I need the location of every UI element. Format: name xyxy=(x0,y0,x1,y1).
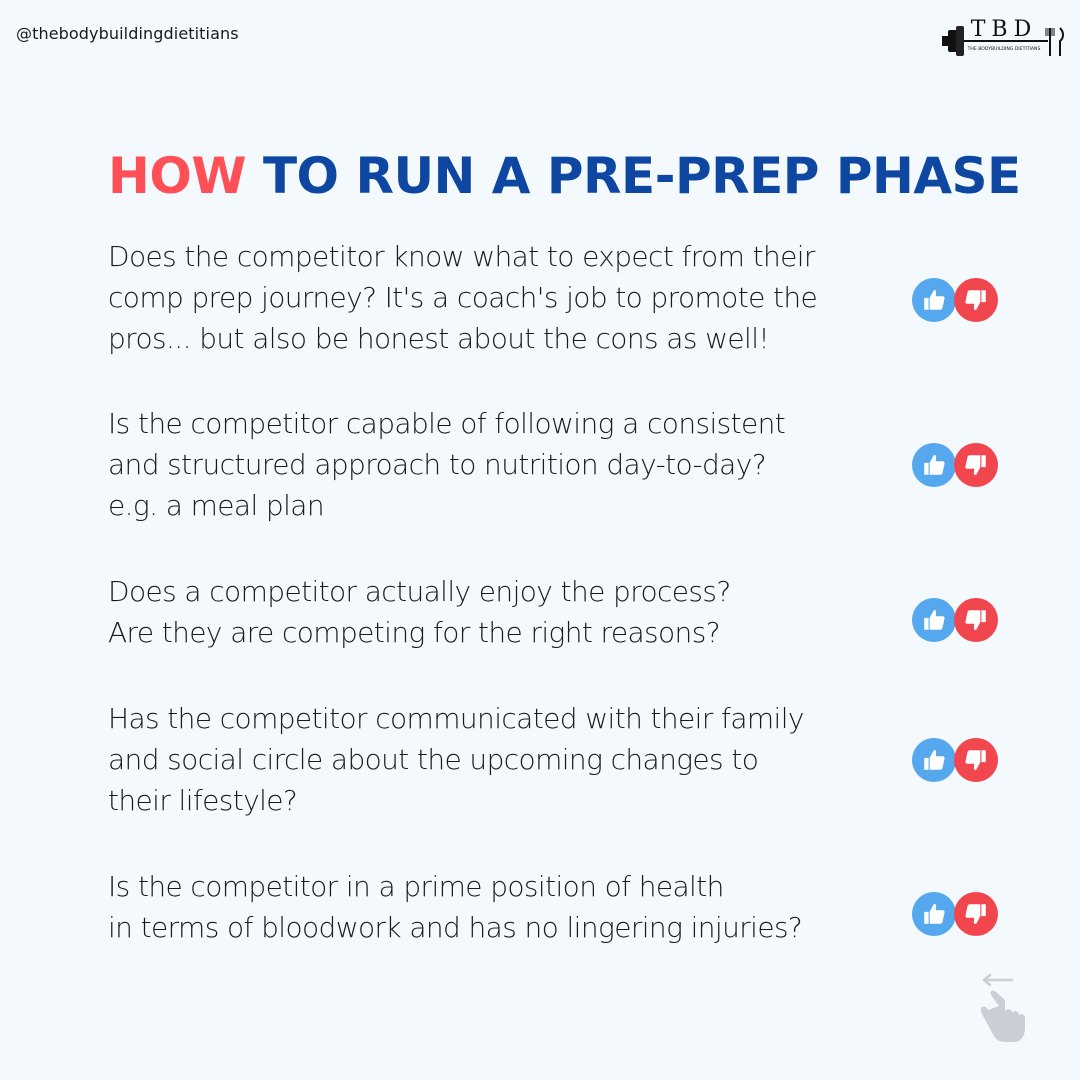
swipe-left-icon xyxy=(968,970,1030,1044)
thumbs-down-icon[interactable] xyxy=(954,443,998,487)
title-rest: TO RUN A PRE-PREP PHASE xyxy=(262,147,1021,205)
question-text: Has the competitor communicated with their family and social circle about the upcoming changes to their lifestyle? xyxy=(108,702,804,817)
question-text: Is the competitor capable of following a consistent and structured approach to nutrition day-to-day? e.g. a meal plan xyxy=(108,407,786,522)
question-text: Is the competitor in a prime position of health in terms of bloodwork and has no lingering injuries? xyxy=(108,870,803,944)
vote-pair xyxy=(912,738,1000,782)
question-text: Does the competitor know what to expect from their comp prep journey? It's a coach's job to promote the pros... but also be honest about the cons as well! xyxy=(108,240,818,355)
question-text: Does a competitor actually enjoy the process? Are they are competing for the right reasons? xyxy=(108,575,731,649)
thumbs-up-icon[interactable] xyxy=(912,443,956,487)
vote-pair xyxy=(912,278,1000,322)
thumbs-up-icon[interactable] xyxy=(912,892,956,936)
logo-letters: TBD xyxy=(970,17,1038,42)
account-handle: @thebodybuildingdietitians xyxy=(16,24,239,43)
tbd-logo xyxy=(940,14,1066,60)
thumbs-up-icon[interactable] xyxy=(912,738,956,782)
thumbs-up-icon[interactable] xyxy=(912,598,956,642)
thumbs-down-icon[interactable] xyxy=(954,738,998,782)
vote-pair xyxy=(912,892,1000,936)
title-highlight: HOW xyxy=(108,147,247,205)
thumbs-down-icon[interactable] xyxy=(954,598,998,642)
thumbs-down-icon[interactable] xyxy=(954,278,998,322)
vote-pair xyxy=(912,598,1000,642)
logo-tagline: THE BODYBUILDING DIETITIANS xyxy=(967,47,1041,52)
thumbs-down-icon[interactable] xyxy=(954,892,998,936)
vote-pair xyxy=(912,443,1000,487)
thumbs-up-icon[interactable] xyxy=(912,278,956,322)
page-title xyxy=(108,144,1021,208)
